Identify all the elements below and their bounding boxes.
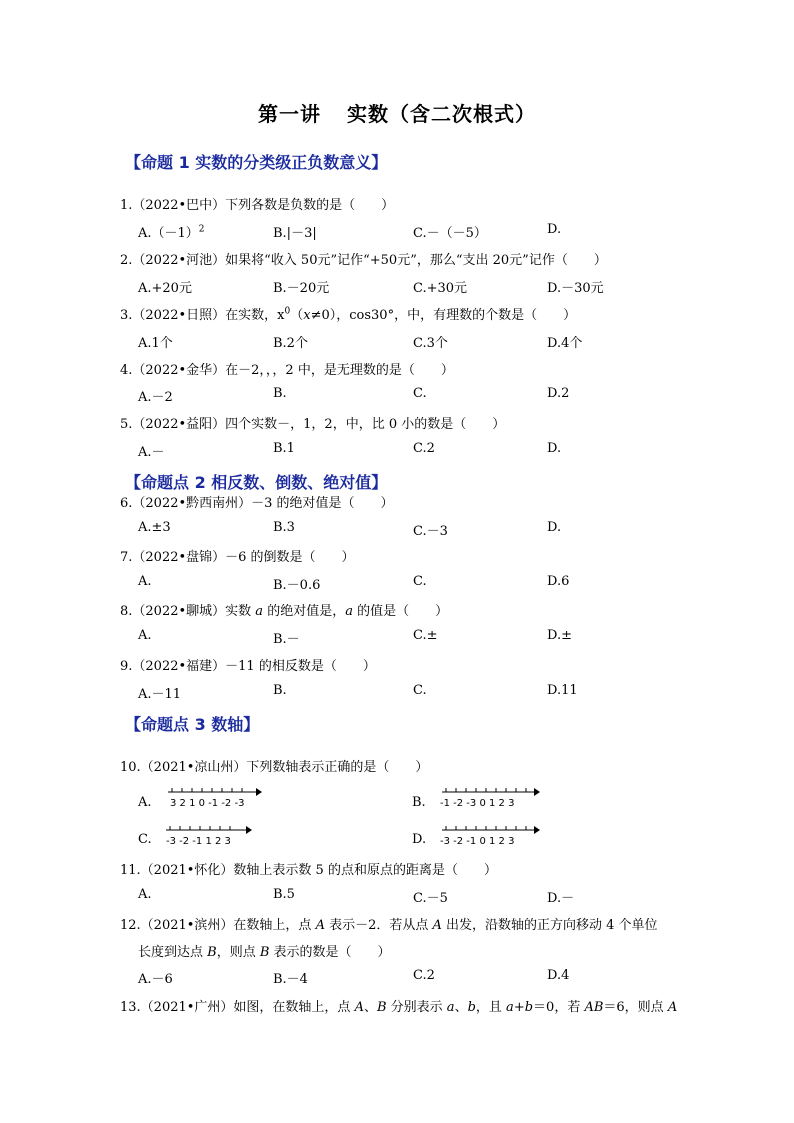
page-title <box>0 98 794 127</box>
question-12-option-d: D.4 <box>547 968 570 983</box>
question-8-options <box>138 628 678 646</box>
question-3-option-a: A.1个 <box>138 336 173 351</box>
question-5-stem: 5.（2022•益阳）四个实数－，1，2，中，比 0 小的数是（ ） <box>120 417 506 432</box>
number-line-b-labels: -1 -2 -3 0 1 2 3 <box>440 798 515 809</box>
question-8-option-d: D.± <box>547 628 572 643</box>
question-2-option-a: A.+20元 <box>138 281 192 296</box>
question-1-stem: 1.（2022•巴中）下列各数是负数的是（ ） <box>120 198 395 213</box>
question-4-option-a: A.－2 <box>138 390 173 405</box>
question-6-option-c: C.－3 <box>413 524 448 539</box>
question-9-stem: 9.（2022•福建）－11 的相反数是（ ） <box>120 659 376 674</box>
question-6-options <box>138 520 678 538</box>
question-5-option-a: A.－ <box>138 445 165 460</box>
number-line-c-labels: -3 -2 -1 1 2 3 <box>166 836 231 847</box>
question-3-stem: 3.（2022•日照）在实数，$x^0(x\ne 0)$，cos30°，中，有理数的个数是（ ） <box>120 306 577 323</box>
question-10-option-c: C. <box>138 832 152 847</box>
question-8-option-c: C.± <box>413 628 438 643</box>
question-2-option-c: C.+30元 <box>413 281 468 296</box>
question-7-option-b: B.－0.6 <box>273 578 321 593</box>
question-4-options <box>138 386 678 404</box>
question-8-option-b: B.－ <box>273 632 300 647</box>
question-11-option-c: C.－5 <box>413 891 448 906</box>
question-7-stem: 7.（2022•盘锦）－6 的倒数是（ ） <box>120 550 355 565</box>
question-12-option-c: C.2 <box>413 968 435 983</box>
question-10-option-a: A. <box>138 795 152 810</box>
question-10-option-b: B. <box>412 795 426 810</box>
question-8-stem: 8.（2022•聊城）实数 a 的绝对值是，a 的值是（ ） <box>120 604 449 619</box>
question-2-option-b: B.－20元 <box>273 281 330 296</box>
question-3-options <box>138 332 678 350</box>
question-4-option-d: D.2 <box>547 386 570 401</box>
question-6-option-d: D. <box>547 520 562 535</box>
question-5-options <box>138 441 678 459</box>
question-5-option-c: C.2 <box>413 441 435 456</box>
question-8-option-a: A. <box>138 628 152 643</box>
question-11-option-a: A. <box>138 887 152 902</box>
question-6-option-b: B.3 <box>273 520 295 535</box>
number-line-a <box>162 782 262 810</box>
question-12-options <box>138 968 678 986</box>
question-9-option-d: D.11 <box>547 683 578 698</box>
question-5-option-d: D. <box>547 441 562 456</box>
title-part2: 实数（含二次根式） <box>347 102 536 126</box>
question-11-options <box>138 887 678 905</box>
question-12-stem: 12.（2021•滨州）在数轴上，点 A 表示－2．若从点 A 出发，沿数轴的正方向移动 4 个单位 <box>120 918 658 933</box>
question-3-option-c: C.3个 <box>413 336 448 351</box>
question-2-option-d: D.－30元 <box>547 281 604 296</box>
question-13-stem: 13.（2021•广州）如图，在数轴上，点 A、B 分别表示 a、b，且 a+b＝0，若 AB＝6，则点 A <box>120 1000 678 1015</box>
question-9-option-a: A.－11 <box>138 687 182 702</box>
question-7-option-a: A. <box>138 574 152 589</box>
question-4-stem: 4.（2022•金华）在－2，，，2 中，是无理数的是（ ） <box>120 363 454 378</box>
number-line-b <box>436 782 540 810</box>
question-1-option-a: $A.(-1)^2$ <box>138 224 205 241</box>
question-3-option-d: D.4个 <box>547 336 583 351</box>
question-7-options <box>138 574 678 592</box>
section-heading-1: 【命题 1 实数的分类级正负数意义】 <box>125 153 388 172</box>
question-10-stem: 10.（2021•凉山州）下列数轴表示正确的是（ ） <box>120 760 429 775</box>
question-9-option-c: C. <box>413 683 427 698</box>
question-7-option-d: D.6 <box>547 574 570 589</box>
question-7-option-c: C. <box>413 574 427 589</box>
question-4-option-c: C. <box>413 386 427 401</box>
number-line-d-labels: -3 -2 -1 0 1 2 3 <box>440 836 515 847</box>
section-heading-2: 【命题点 2 相反数、倒数、绝对值】 <box>125 473 388 492</box>
question-3-option-b: B.2个 <box>273 336 308 351</box>
question-11-option-d: D.－ <box>547 891 575 906</box>
question-1-option-c: C.－（－5） <box>413 226 487 241</box>
question-9-option-b: B. <box>273 683 287 698</box>
section-heading-3: 【命题点 3 数轴】 <box>125 715 260 734</box>
question-2-stem: 2.（2022•河池）如果将“收入 50元”记作“+50元”，那么“支出 20元”记作（ ） <box>120 253 607 268</box>
question-12-option-a: A.－6 <box>138 972 173 987</box>
question-1-option-b: B.|－3| <box>273 226 317 241</box>
question-1-option-d: D. <box>547 222 562 237</box>
title-part1: 第一讲 <box>258 102 321 126</box>
question-11-option-b: B.5 <box>273 887 295 902</box>
question-12-stem-line2: 长度到达点 B，则点 B 表示的数是（ ） <box>138 945 391 960</box>
question-6-option-a: A.±3 <box>138 520 171 535</box>
number-line-d <box>436 820 540 848</box>
question-5-option-b: B.1 <box>273 441 295 456</box>
number-line-a-labels: 3 2 1 0 -1 -2 -3 <box>170 798 245 809</box>
question-6-stem: 6.（2022•黔西南州）－3 的绝对值是（ ） <box>120 496 394 511</box>
question-12-option-b: B.－4 <box>273 972 308 987</box>
question-11-stem: 11.（2021•怀化）数轴上表示数 5 的点和原点的距离是（ ） <box>120 863 497 878</box>
question-1-options <box>138 222 678 240</box>
question-10-option-d: D. <box>412 832 427 847</box>
question-2-options <box>138 277 678 295</box>
number-line-c <box>162 820 252 848</box>
question-9-options <box>138 683 678 701</box>
question-4-option-b: B. <box>273 386 287 401</box>
